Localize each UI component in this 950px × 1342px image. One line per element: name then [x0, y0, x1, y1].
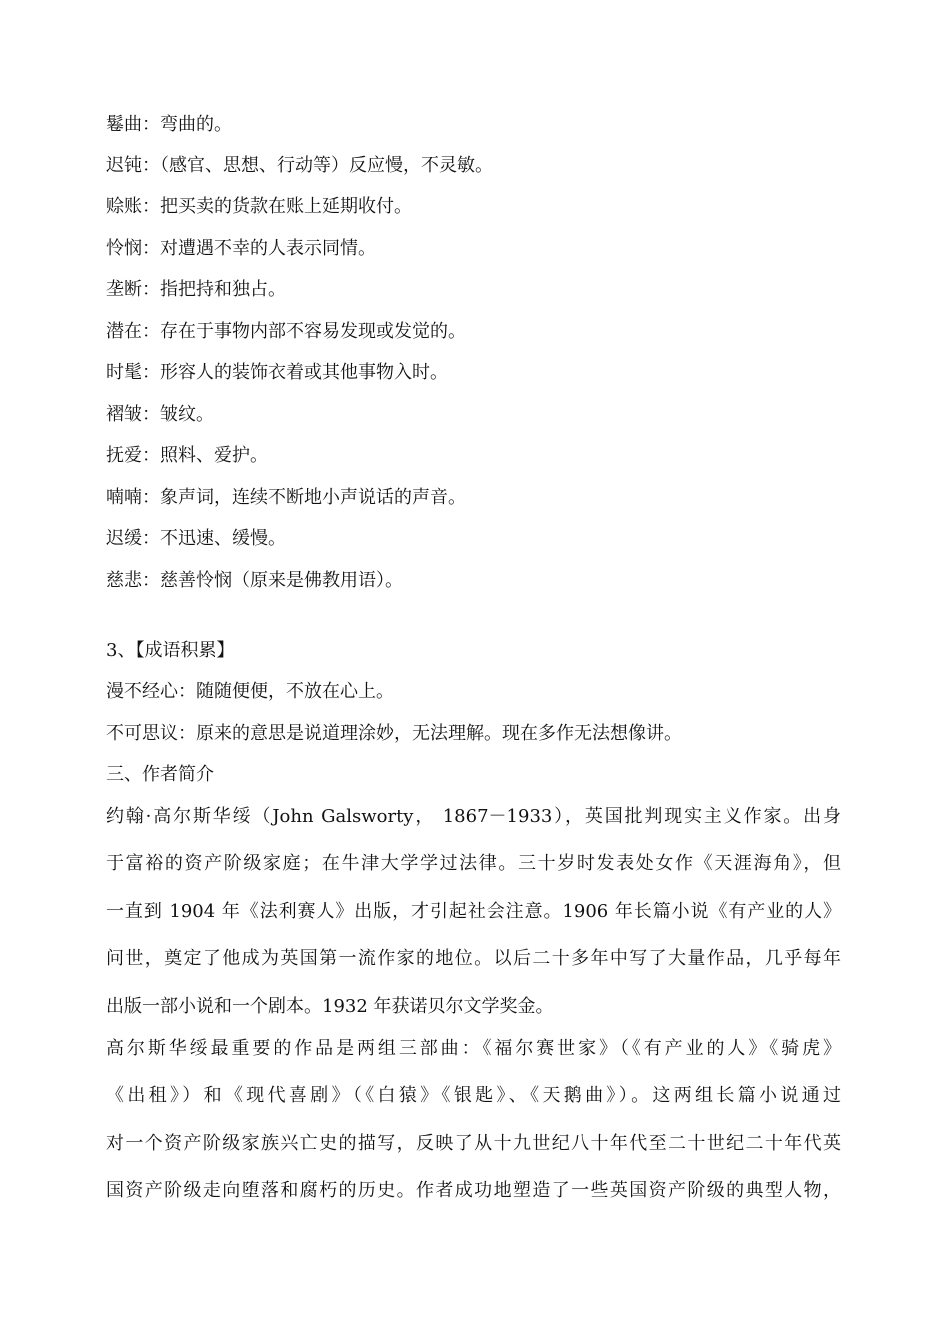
- definition-line: 迟缓：不迅速、缓慢。: [106, 528, 286, 549]
- definition-line: 垄断：指把持和独占。: [106, 279, 286, 300]
- works-paragraph-line: 国资产阶级走向堕落和腐朽的历史。作者成功地塑造了一些英国资产阶级的典型人物，: [106, 1180, 841, 1201]
- definition-line: 赊账：把买卖的货款在账上延期收付。: [106, 196, 412, 217]
- idioms-heading: 3、【成语积累】: [106, 640, 235, 661]
- idiom-line: 漫不经心：随随便便，不放在心上。: [106, 681, 394, 702]
- idiom-line: 不可思议：原来的意思是说道理涂妙，无法理解。现在多作无法想像讲。: [106, 723, 682, 744]
- definition-line: 鬈曲：弯曲的。: [106, 114, 232, 135]
- author-paragraph-line: 出版一部小说和一个剧本。1932 年获诺贝尔文学奖金。: [106, 996, 554, 1017]
- author-paragraph-line: 问世，奠定了他成为英国第一流作家的地位。以后二十多年中写了大量作品，几乎每年: [106, 948, 841, 969]
- works-paragraph-line: 对一个资产阶级家族兴亡史的描写，反映了从十九世纪八十年代至二十世纪二十年代英: [106, 1133, 841, 1154]
- works-paragraph-line: 《出租》）和《现代喜剧》（《白猿》《银匙》、《天鹅曲》）。这两组长篇小说通过: [106, 1085, 841, 1106]
- definition-line: 潜在：存在于事物内部不容易发现或发觉的。: [106, 321, 466, 342]
- author-paragraph-line: 一直到 1904 年《法利赛人》出版，才引起社会注意。1906 年长篇小说《有产业的人》: [106, 901, 841, 922]
- definition-line: 喃喃：象声词，连续不断地小声说话的声音。: [106, 487, 466, 508]
- author-paragraph-line: 于富裕的资产阶级家庭；在牛津大学学过法律。三十岁时发表处女作《天涯海角》，但: [106, 853, 841, 874]
- definition-line: 迟钝：（感官、思想、行动等）反应慢，不灵敏。: [106, 155, 493, 176]
- definition-line: 怜悯：对遭遇不幸的人表示同情。: [106, 238, 376, 259]
- works-paragraph-line: 高尔斯华绥最重要的作品是两组三部曲：《福尔赛世家》（《有产业的人》《骑虎》: [106, 1038, 841, 1059]
- definition-line: 慈悲：慈善怜悯（原来是佛教用语）。: [106, 570, 403, 591]
- author-heading: 三、作者简介: [106, 764, 214, 785]
- definition-line: 时髦：形容人的装饰衣着或其他事物入时。: [106, 362, 448, 383]
- definition-line: 抚爱：照料、爱护。: [106, 445, 268, 466]
- author-paragraph-line: 约翰·高尔斯华绥（John Galsworty， 1867－1933），英国批判现实主义作家。出身: [106, 806, 841, 827]
- definition-line: 褶皱：皱纹。: [106, 404, 214, 425]
